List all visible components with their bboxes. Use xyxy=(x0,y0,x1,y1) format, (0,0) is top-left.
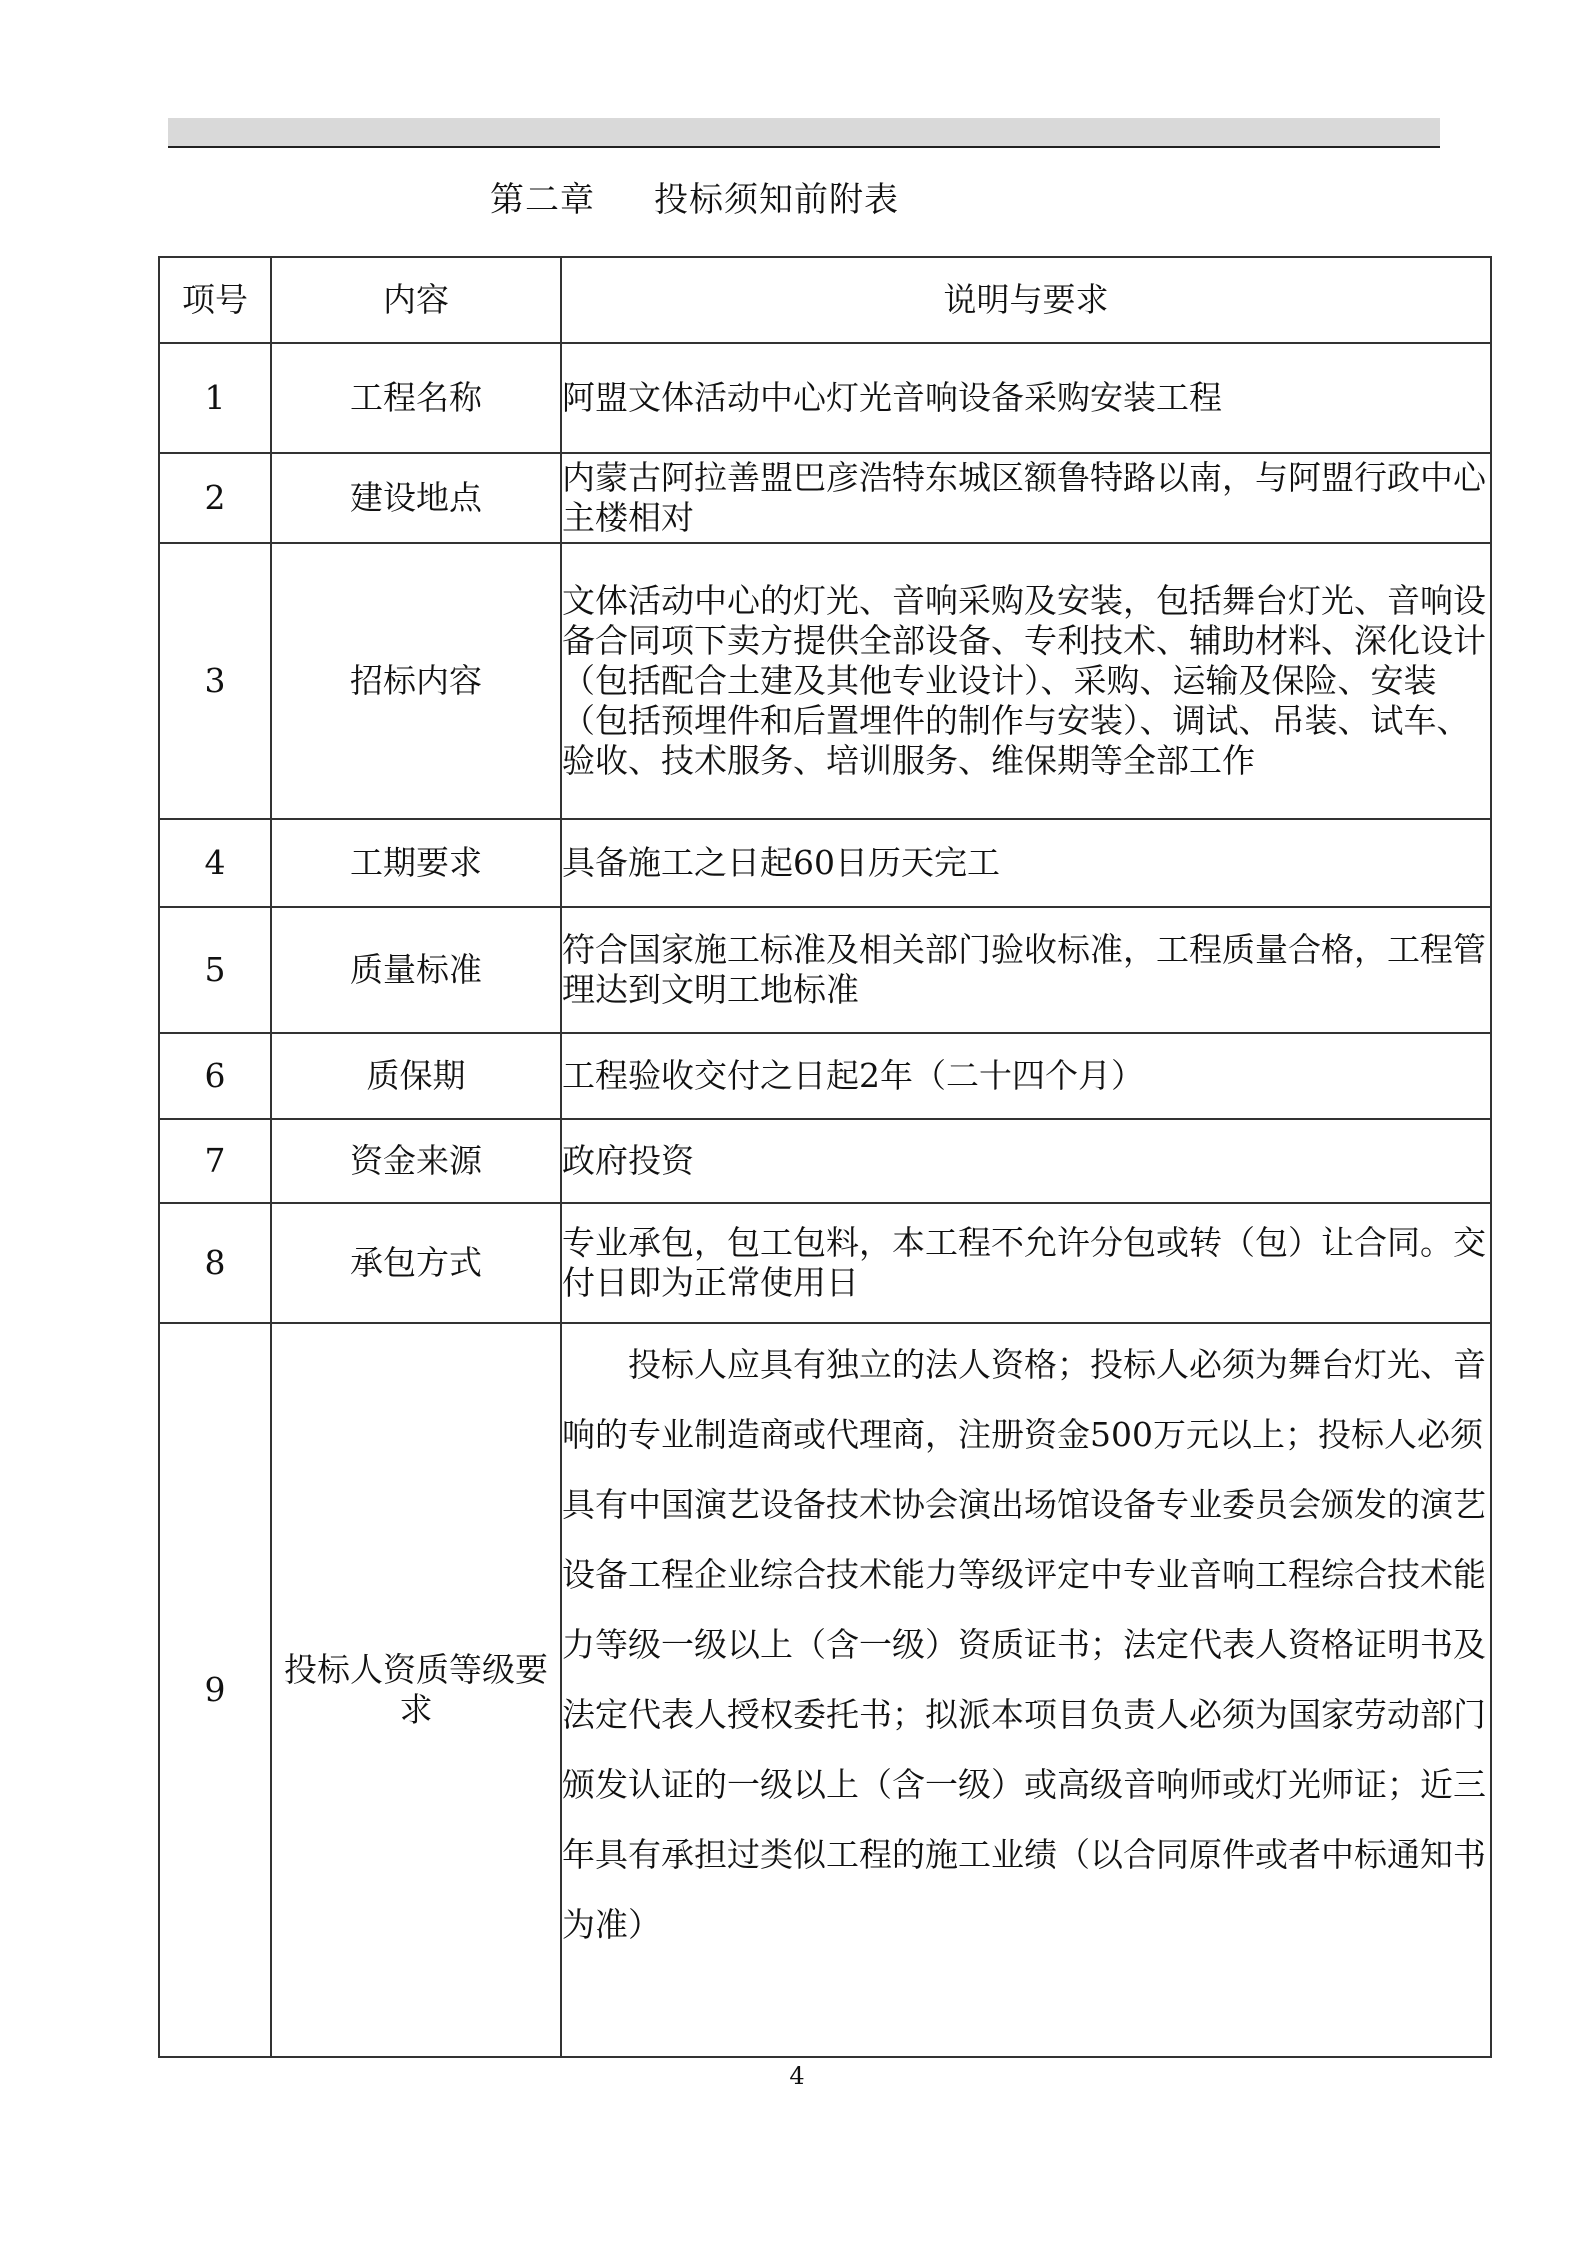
chapter-title: 第二章 投标须知前附表 xyxy=(490,180,900,220)
header-desc: 说明与要求 xyxy=(561,257,1491,343)
table-row xyxy=(159,543,1491,819)
table-row xyxy=(159,453,1491,543)
table-row xyxy=(159,819,1491,907)
header-rule xyxy=(168,118,1440,148)
table-row xyxy=(159,1119,1491,1203)
row-desc: 政府投资 xyxy=(561,1119,1491,1203)
page-number: 4 xyxy=(789,2062,805,2090)
row-desc: 具备施工之日起60日历天完工 xyxy=(561,819,1491,907)
row-desc: 内蒙古阿拉善盟巴彦浩特东城区额鲁特路以南，与阿盟行政中心主楼相对 xyxy=(561,453,1491,543)
row-item: 招标内容 xyxy=(271,543,561,819)
row-no: 1 xyxy=(159,343,271,453)
row-no: 3 xyxy=(159,543,271,819)
bidding-appendix-table xyxy=(158,256,1492,2058)
row-item: 承包方式 xyxy=(271,1203,561,1323)
table-row xyxy=(159,907,1491,1033)
row-no: 2 xyxy=(159,453,271,543)
row-desc: 符合国家施工标准及相关部门验收标准，工程质量合格，工程管理达到文明工地标准 xyxy=(561,907,1491,1033)
row-item: 资金来源 xyxy=(271,1119,561,1203)
row-item: 质量标准 xyxy=(271,907,561,1033)
row-no: 5 xyxy=(159,907,271,1033)
row-desc: 专业承包，包工包料，本工程不允许分包或转（包）让合同。交付日即为正常使用日 xyxy=(561,1203,1491,1323)
row-desc: 工程验收交付之日起2年（二十四个月） xyxy=(561,1033,1491,1119)
table-row xyxy=(159,1323,1491,2057)
table-row xyxy=(159,343,1491,453)
row-no: 4 xyxy=(159,819,271,907)
row-item: 质保期 xyxy=(271,1033,561,1119)
row-no: 6 xyxy=(159,1033,271,1119)
row-desc: 阿盟文体活动中心灯光音响设备采购安装工程 xyxy=(561,343,1491,453)
table-row xyxy=(159,1033,1491,1119)
table-header-row xyxy=(159,257,1491,343)
row-item: 工程名称 xyxy=(271,343,561,453)
row-item: 投标人资质等级要求 xyxy=(271,1323,561,2057)
row-desc-text: 投标人应具有独立的法人资格；投标人必须为舞台灯光、音响的专业制造商或代理商，注册资金500万元以上；投标人必须具有中国演艺设备技术协会演出场馆设备专业委员会颁发的演艺设备工程企业综合技术能力等级评定中专业音响工程综合技术能力等级一级以上（含一级）资质证书；法定代表人资格证明书及法定代表人授权委托书；拟派本项目负责人必须为国家劳动部门颁发认证的一级以上（含一级）或高级音响师或灯光师证；近三年具有承担过类似工程的施工业绩（以合同原件或者中标通知书为准） xyxy=(562,1345,1486,1944)
table-row xyxy=(159,1203,1491,1323)
header-item: 内容 xyxy=(271,257,561,343)
row-no: 9 xyxy=(159,1323,271,2057)
row-desc: 文体活动中心的灯光、音响采购及安装，包括舞台灯光、音响设备合同项下卖方提供全部设备、专利技术、辅助材料、深化设计（包括配合土建及其他专业设计）、采购、运输及保险、安装（包括预埋件和后置埋件的制作与安装）、调试、吊装、试车、验收、技术服务、培训服务、维保期等全部工作 xyxy=(561,543,1491,819)
row-item: 建设地点 xyxy=(271,453,561,543)
row-item: 工期要求 xyxy=(271,819,561,907)
header-no: 项号 xyxy=(159,257,271,343)
row-no: 7 xyxy=(159,1119,271,1203)
row-desc-qualification xyxy=(561,1323,1491,2057)
row-no: 8 xyxy=(159,1203,271,1323)
